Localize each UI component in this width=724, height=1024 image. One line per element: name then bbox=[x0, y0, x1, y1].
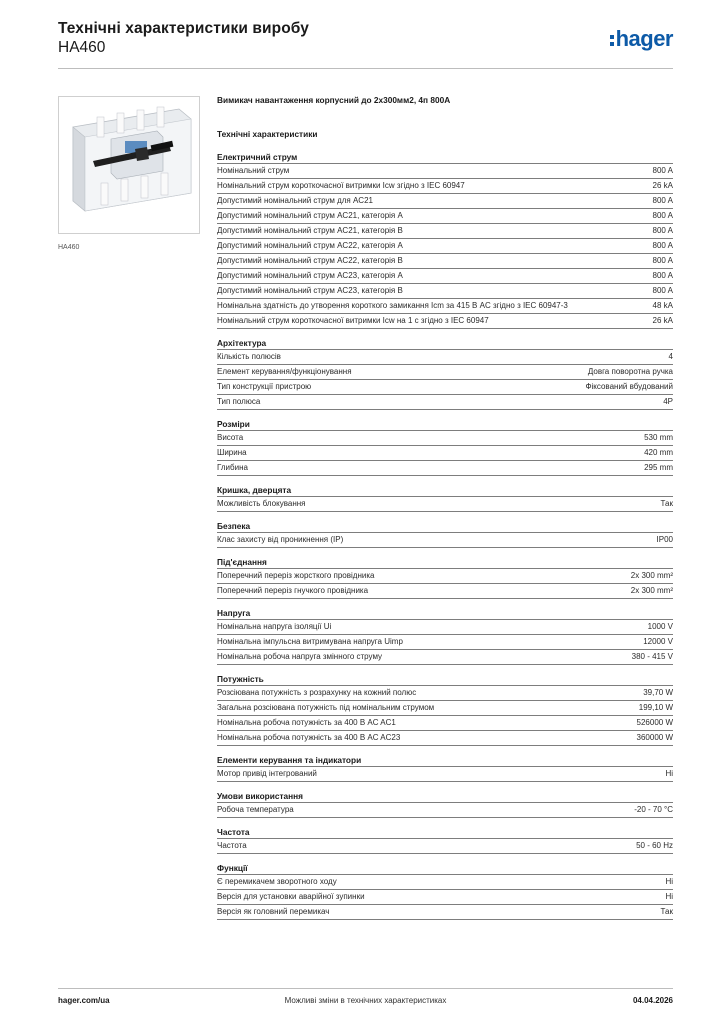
spec-value: 2x 300 mm² bbox=[630, 571, 673, 580]
spec-section bbox=[217, 863, 673, 920]
footer-website-link[interactable]: hager.com/ua bbox=[58, 996, 110, 1005]
spec-label: Номінальна імпульсна витримувана напруга Uimp bbox=[217, 637, 403, 646]
spec-label: Номінальний струм bbox=[217, 166, 290, 175]
spec-row bbox=[217, 254, 673, 269]
spec-row bbox=[217, 239, 673, 254]
section-title: Розміри bbox=[217, 419, 673, 431]
spec-value: 800 A bbox=[652, 196, 673, 205]
spec-row bbox=[217, 380, 673, 395]
spec-label: Висота bbox=[217, 433, 244, 442]
section-title: Умови використання bbox=[217, 791, 673, 803]
spec-row bbox=[217, 284, 673, 299]
spec-label: Версія як головний перемикач bbox=[217, 907, 330, 916]
spec-label: Частота bbox=[217, 841, 247, 850]
spec-row bbox=[217, 620, 673, 635]
spec-section bbox=[217, 557, 673, 599]
spec-section bbox=[217, 791, 673, 818]
spec-row bbox=[217, 803, 673, 818]
spec-section bbox=[217, 419, 673, 476]
spec-label: Допустимий номінальний струм AC21, категорія B bbox=[217, 226, 403, 235]
spec-section bbox=[217, 521, 673, 548]
spec-label: Елемент керування/функціонування bbox=[217, 367, 352, 376]
footer-date: 04.04.2026 bbox=[632, 996, 673, 1005]
spec-label: Номінальна робоча напруга змінного струму bbox=[217, 652, 383, 661]
spec-value: Ні bbox=[665, 877, 673, 886]
spec-label: Кількість полюсів bbox=[217, 352, 281, 361]
spec-row bbox=[217, 731, 673, 746]
spec-label: Допустимий номінальний струм для AC21 bbox=[217, 196, 373, 205]
spec-row bbox=[217, 299, 673, 314]
spec-row bbox=[217, 269, 673, 284]
spec-row bbox=[217, 584, 673, 599]
spec-label: Робоча температура bbox=[217, 805, 294, 814]
section-title: Безпека bbox=[217, 521, 673, 533]
spec-row bbox=[217, 701, 673, 716]
product-image-caption: HA460 bbox=[58, 244, 80, 251]
spec-row bbox=[217, 533, 673, 548]
product-description: Вимикач навантаження корпусний до 2x300мм2, 4п 800А bbox=[217, 95, 451, 105]
spec-value: 4P bbox=[663, 397, 673, 406]
spec-value: 800 A bbox=[652, 286, 673, 295]
header-divider bbox=[58, 68, 673, 69]
spec-row bbox=[217, 314, 673, 329]
product-image bbox=[58, 96, 200, 234]
spec-value: 360000 W bbox=[636, 733, 673, 742]
switch-disconnector-picture bbox=[59, 97, 199, 233]
spec-value: Ні bbox=[665, 892, 673, 901]
spec-sections bbox=[217, 152, 673, 920]
spec-label: Номінальний струм короткочасної витримки Icw на 1 с згідно з IEC 60947 bbox=[217, 316, 489, 325]
spec-value: IP00 bbox=[656, 535, 673, 544]
spec-value: 530 mm bbox=[644, 433, 673, 442]
spec-value: 420 mm bbox=[644, 448, 673, 457]
spec-label: Версія для установки аварійної зупинки bbox=[217, 892, 365, 901]
spec-row bbox=[217, 497, 673, 512]
section-title: Архітектура bbox=[217, 338, 673, 350]
spec-row bbox=[217, 461, 673, 476]
spec-value: 39,70 W bbox=[643, 688, 673, 697]
spec-row bbox=[217, 569, 673, 584]
spec-section bbox=[217, 674, 673, 746]
spec-row bbox=[217, 875, 673, 890]
section-title: Під'єднання bbox=[217, 557, 673, 569]
spec-label: Глибина bbox=[217, 463, 248, 472]
spec-value: Ні bbox=[665, 769, 673, 778]
spec-value: Довга поворотна ручка bbox=[587, 367, 673, 376]
spec-label: Поперечний переріз жорсткого провідника bbox=[217, 571, 375, 580]
spec-value: 50 - 60 Hz bbox=[636, 841, 673, 850]
document-header bbox=[58, 20, 673, 68]
logo-colon-icon bbox=[610, 30, 615, 48]
section-title: Елементи керування та індикатори bbox=[217, 755, 673, 767]
spec-label: Загальна розсіювана потужність під номінальним струмом bbox=[217, 703, 435, 712]
spec-content bbox=[217, 95, 673, 920]
spec-value: 295 mm bbox=[644, 463, 673, 472]
spec-label: Номінальна робоча потужність за 400 В AC AC1 bbox=[217, 718, 396, 727]
spec-row bbox=[217, 350, 673, 365]
spec-row bbox=[217, 905, 673, 920]
spec-label: Номінальна здатність до утворення короткого замикання Icm за 415 В AC згідно з IEC 60947-3 bbox=[217, 301, 568, 310]
footer-disclaimer: Можливі зміни в технічних характеристиках bbox=[284, 996, 447, 1005]
section-title: Напруга bbox=[217, 608, 673, 620]
spec-value: 526000 W bbox=[636, 718, 673, 727]
section-title: Кришка, дверцята bbox=[217, 485, 673, 497]
spec-row bbox=[217, 209, 673, 224]
spec-label: Поперечний переріз гнучкого провідника bbox=[217, 586, 369, 595]
spec-row bbox=[217, 635, 673, 650]
spec-row bbox=[217, 446, 673, 461]
spec-value: 26 kA bbox=[652, 316, 673, 325]
spec-value: 2x 300 mm² bbox=[630, 586, 673, 595]
spec-row bbox=[217, 194, 673, 209]
spec-label: Допустимий номінальний струм AC23, категорія A bbox=[217, 271, 403, 280]
spec-value: 26 kA bbox=[652, 181, 673, 190]
spec-section bbox=[217, 152, 673, 329]
spec-value: 800 A bbox=[652, 211, 673, 220]
spec-label: Номінальний струм короткочасної витримки Icw згідно з IEC 60947 bbox=[217, 181, 465, 190]
spec-label: Номінальна напруга ізоляції Ui bbox=[217, 622, 332, 631]
spec-value: 800 A bbox=[652, 256, 673, 265]
spec-value: -20 - 70 °C bbox=[634, 805, 673, 814]
spec-subheading: Технічні характеристики bbox=[217, 129, 318, 139]
spec-label: Допустимий номінальний струм AC23, категорія B bbox=[217, 286, 403, 295]
spec-row bbox=[217, 431, 673, 446]
spec-section bbox=[217, 338, 673, 410]
spec-row bbox=[217, 839, 673, 854]
hager-logo[interactable] bbox=[610, 26, 673, 52]
spec-value: 800 A bbox=[652, 241, 673, 250]
spec-value: 380 - 415 V bbox=[631, 652, 673, 661]
spec-value: Фіксований вбудований bbox=[585, 382, 673, 391]
spec-section bbox=[217, 827, 673, 854]
spec-row bbox=[217, 716, 673, 731]
spec-label: Є перемикачем зворотного ходу bbox=[217, 877, 337, 886]
section-title: Електричний струм bbox=[217, 152, 673, 164]
section-title: Частота bbox=[217, 827, 673, 839]
spec-value: Так bbox=[660, 499, 673, 508]
document-footer bbox=[58, 996, 673, 1008]
spec-row bbox=[217, 686, 673, 701]
spec-label: Тип полюса bbox=[217, 397, 261, 406]
document-title: Технічні характеристики виробу bbox=[58, 20, 309, 37]
spec-label: Розсіювана потужність з розрахунку на кожний полюс bbox=[217, 688, 417, 697]
spec-row bbox=[217, 767, 673, 782]
spec-value: 4 bbox=[668, 352, 673, 361]
spec-section bbox=[217, 755, 673, 782]
spec-row bbox=[217, 395, 673, 410]
spec-section bbox=[217, 608, 673, 665]
spec-value: 199,10 W bbox=[638, 703, 673, 712]
section-title: Потужність bbox=[217, 674, 673, 686]
spec-section bbox=[217, 485, 673, 512]
product-code: HA460 bbox=[58, 39, 106, 56]
spec-label: Клас захисту від проникнення (IP) bbox=[217, 535, 344, 544]
spec-label: Номінальна робоча потужність за 400 В AC AC23 bbox=[217, 733, 401, 742]
spec-label: Можливість блокування bbox=[217, 499, 306, 508]
spec-label: Тип конструкції пристрою bbox=[217, 382, 312, 391]
section-title: Функції bbox=[217, 863, 673, 875]
spec-value: 12000 V bbox=[643, 637, 673, 646]
spec-row bbox=[217, 890, 673, 905]
spec-value: 48 kA bbox=[652, 301, 673, 310]
spec-value: Так bbox=[660, 907, 673, 916]
spec-label: Допустимий номінальний струм AC22, категорія B bbox=[217, 256, 403, 265]
spec-value: 1000 V bbox=[647, 622, 673, 631]
spec-row bbox=[217, 365, 673, 380]
logo-text: hager bbox=[615, 26, 673, 51]
spec-label: Допустимий номінальний струм AC22, категорія A bbox=[217, 241, 403, 250]
spec-row bbox=[217, 224, 673, 239]
spec-value: 800 A bbox=[652, 226, 673, 235]
spec-row bbox=[217, 179, 673, 194]
spec-label: Ширина bbox=[217, 448, 247, 457]
spec-label: Допустимий номінальний струм AC21, категорія A bbox=[217, 211, 403, 220]
spec-row bbox=[217, 164, 673, 179]
footer-divider bbox=[58, 988, 673, 989]
spec-value: 800 A bbox=[652, 166, 673, 175]
spec-label: Мотор привід інтегрований bbox=[217, 769, 317, 778]
spec-value: 800 A bbox=[652, 271, 673, 280]
spec-row bbox=[217, 650, 673, 665]
